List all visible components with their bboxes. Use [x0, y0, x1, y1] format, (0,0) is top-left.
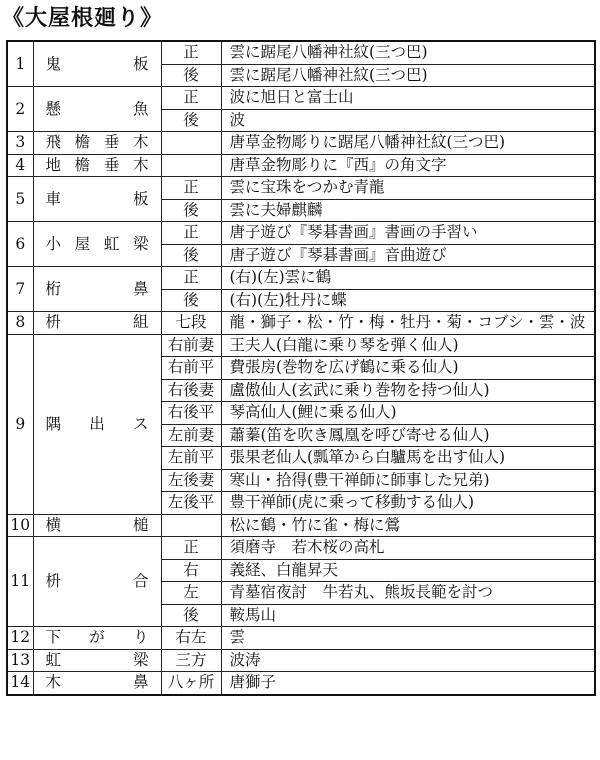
part-name	[33, 334, 161, 514]
description-cell: 盧傲仙人(玄武に乗り巻物を持つ仙人)	[221, 379, 595, 402]
part-name-char: 梁	[132, 234, 149, 253]
position-cell	[161, 514, 221, 537]
part-name-char: り	[132, 628, 149, 647]
part-name-char: 鼻	[132, 279, 149, 298]
table-row	[7, 87, 595, 110]
description-cell: 雲	[221, 627, 595, 650]
description-cell: 雲に夫婦麒麟	[221, 199, 595, 222]
description-cell: 唐子遊び『琴碁書画』書画の手習い	[221, 222, 595, 245]
item-number: 14	[7, 672, 33, 695]
description-cell: 王夫人(白龍に乗り琴を弾く仙人)	[221, 334, 595, 357]
part-name-char: 虹	[103, 234, 120, 253]
item-number: 9	[7, 334, 33, 514]
part-name	[33, 222, 161, 267]
part-name-char: 板	[132, 54, 149, 73]
description-cell: 蕭蓁(笛を吹き鳳凰を呼び寄せる仙人)	[221, 424, 595, 447]
position-cell	[161, 132, 221, 155]
description-cell: 琴高仙人(鯉に乗る仙人)	[221, 402, 595, 425]
description-cell: 雲に宝珠をつかむ青龍	[221, 177, 595, 200]
description-cell: 唐草金物彫りに踞尾八幡神社紋(三つ巴)	[221, 132, 595, 155]
part-name	[33, 537, 161, 627]
item-number: 2	[7, 87, 33, 132]
description-cell: 唐子遊び『琴碁書画』音曲遊び	[221, 244, 595, 267]
part-name-char: 槌	[132, 515, 149, 534]
part-name-char: が	[89, 628, 105, 647]
description-cell: 唐草金物彫りに『西』の角文字	[221, 154, 595, 177]
position-cell: 三方	[161, 649, 221, 672]
part-name-char: 垂	[103, 155, 120, 174]
description-cell: 雲に踞尾八幡神社紋(三つ巴)	[221, 41, 595, 64]
position-cell: 正	[161, 177, 221, 200]
part-name	[33, 177, 161, 222]
ornament-table	[6, 40, 596, 696]
part-name-char: 枡	[45, 313, 62, 332]
description-cell: 青墓宿夜討 牛若丸、熊坂長範を討つ	[221, 582, 595, 605]
part-name-char: 横	[45, 515, 62, 534]
table-row	[7, 672, 595, 695]
position-cell: 左前妻	[161, 424, 221, 447]
item-number: 11	[7, 537, 33, 627]
part-name-char: 地	[45, 155, 62, 174]
part-name-char: 下	[45, 628, 62, 647]
part-name	[33, 649, 161, 672]
part-name-char: 懸	[45, 99, 62, 118]
part-name-char: 板	[132, 189, 149, 208]
part-name-char: 隅	[45, 414, 62, 433]
position-cell: 七段	[161, 312, 221, 335]
part-name-char: 組	[132, 313, 149, 332]
part-name-char: 枡	[45, 572, 62, 590]
item-number: 13	[7, 649, 33, 672]
position-cell: 正	[161, 267, 221, 290]
part-name-char: 鬼	[45, 54, 62, 73]
description-cell: 唐獅子	[221, 672, 595, 695]
description-cell: 張果老仙人(瓢箪から白驢馬を出す仙人)	[221, 447, 595, 470]
part-name-char: 梁	[132, 650, 149, 669]
position-cell: 右前平	[161, 357, 221, 380]
description-cell: 豊干禅師(虎に乗って移動する仙人)	[221, 492, 595, 515]
position-cell: 右後妻	[161, 379, 221, 402]
part-name	[33, 132, 161, 155]
part-name-char: 檐	[74, 133, 91, 152]
description-cell: 波に旭日と富士山	[221, 87, 595, 110]
part-name-char: 鼻	[132, 673, 149, 692]
description-cell: 費張房(巻物を広げ鶴に乗る仙人)	[221, 357, 595, 380]
part-name	[33, 312, 161, 335]
part-name	[33, 87, 161, 132]
part-name-char: 合	[132, 572, 149, 590]
table-row	[7, 627, 595, 650]
position-cell	[161, 154, 221, 177]
part-name-char: 檐	[74, 155, 91, 174]
description-cell: (右)(左)雲に鶴	[221, 267, 595, 290]
table-row	[7, 649, 595, 672]
position-cell: 正	[161, 537, 221, 560]
item-number: 4	[7, 154, 33, 177]
position-cell: 左	[161, 582, 221, 605]
part-name	[33, 672, 161, 695]
description-cell: 波	[221, 109, 595, 132]
item-number: 8	[7, 312, 33, 335]
part-name	[33, 514, 161, 537]
position-cell: 後	[161, 289, 221, 312]
description-cell: 鞍馬山	[221, 604, 595, 627]
description-cell: 松に鶴・竹に雀・梅に鶯	[221, 514, 595, 537]
table-row	[7, 537, 595, 560]
part-name-char: 屋	[74, 234, 91, 253]
position-cell: 後	[161, 199, 221, 222]
part-name-char: ス	[132, 414, 149, 433]
position-cell: 後	[161, 109, 221, 132]
part-name-char: 小	[45, 234, 62, 253]
part-name-char: 魚	[132, 99, 149, 118]
position-cell: 右左	[161, 627, 221, 650]
position-cell: 八ヶ所	[161, 672, 221, 695]
position-cell: 後	[161, 604, 221, 627]
position-cell: 左後妻	[161, 469, 221, 492]
part-name	[33, 154, 161, 177]
part-name-char: 飛	[45, 133, 62, 152]
item-number: 10	[7, 514, 33, 537]
description-cell: 須磨寺 若木桜の高札	[221, 537, 595, 560]
part-name-char: 虹	[45, 650, 62, 669]
item-number: 6	[7, 222, 33, 267]
part-name-char: 木	[132, 133, 149, 152]
table-row	[7, 132, 595, 155]
part-name-char: 木	[132, 155, 149, 174]
item-number: 5	[7, 177, 33, 222]
item-number: 3	[7, 132, 33, 155]
description-cell: 波涛	[221, 649, 595, 672]
table-row	[7, 41, 595, 64]
table-row	[7, 334, 595, 357]
table-row	[7, 177, 595, 200]
part-name	[33, 627, 161, 650]
part-name-char: 車	[45, 189, 62, 208]
position-cell: 後	[161, 64, 221, 87]
part-name	[33, 267, 161, 312]
position-cell: 右後平	[161, 402, 221, 425]
position-cell: 左前平	[161, 447, 221, 470]
table-row	[7, 267, 595, 290]
position-cell: 正	[161, 87, 221, 110]
part-name-char: 出	[89, 414, 105, 433]
item-number: 12	[7, 627, 33, 650]
page-title: 《大屋根廻り》	[2, 5, 164, 31]
part-name-char: 木	[45, 673, 62, 692]
description-cell: 雲に踞尾八幡神社紋(三つ巴)	[221, 64, 595, 87]
position-cell: 右前妻	[161, 334, 221, 357]
position-cell: 正	[161, 41, 221, 64]
description-cell: (右)(左)牡丹に蝶	[221, 289, 595, 312]
table-row	[7, 312, 595, 335]
item-number: 7	[7, 267, 33, 312]
part-name	[33, 41, 161, 87]
position-cell: 右	[161, 559, 221, 582]
part-name-char: 垂	[103, 133, 120, 152]
position-cell: 左後平	[161, 492, 221, 515]
table-row	[7, 514, 595, 537]
position-cell: 後	[161, 244, 221, 267]
description-cell: 龍・獅子・松・竹・梅・牡丹・菊・コブシ・雲・波	[221, 312, 595, 335]
description-cell: 寒山・拾得(豊干禅師に師事した兄弟)	[221, 469, 595, 492]
table-row	[7, 154, 595, 177]
description-cell: 義経、白龍昇天	[221, 559, 595, 582]
item-number: 1	[7, 41, 33, 87]
position-cell: 正	[161, 222, 221, 245]
part-name-char: 桁	[45, 279, 62, 298]
ornament-table-body	[7, 41, 595, 695]
table-row	[7, 222, 595, 245]
